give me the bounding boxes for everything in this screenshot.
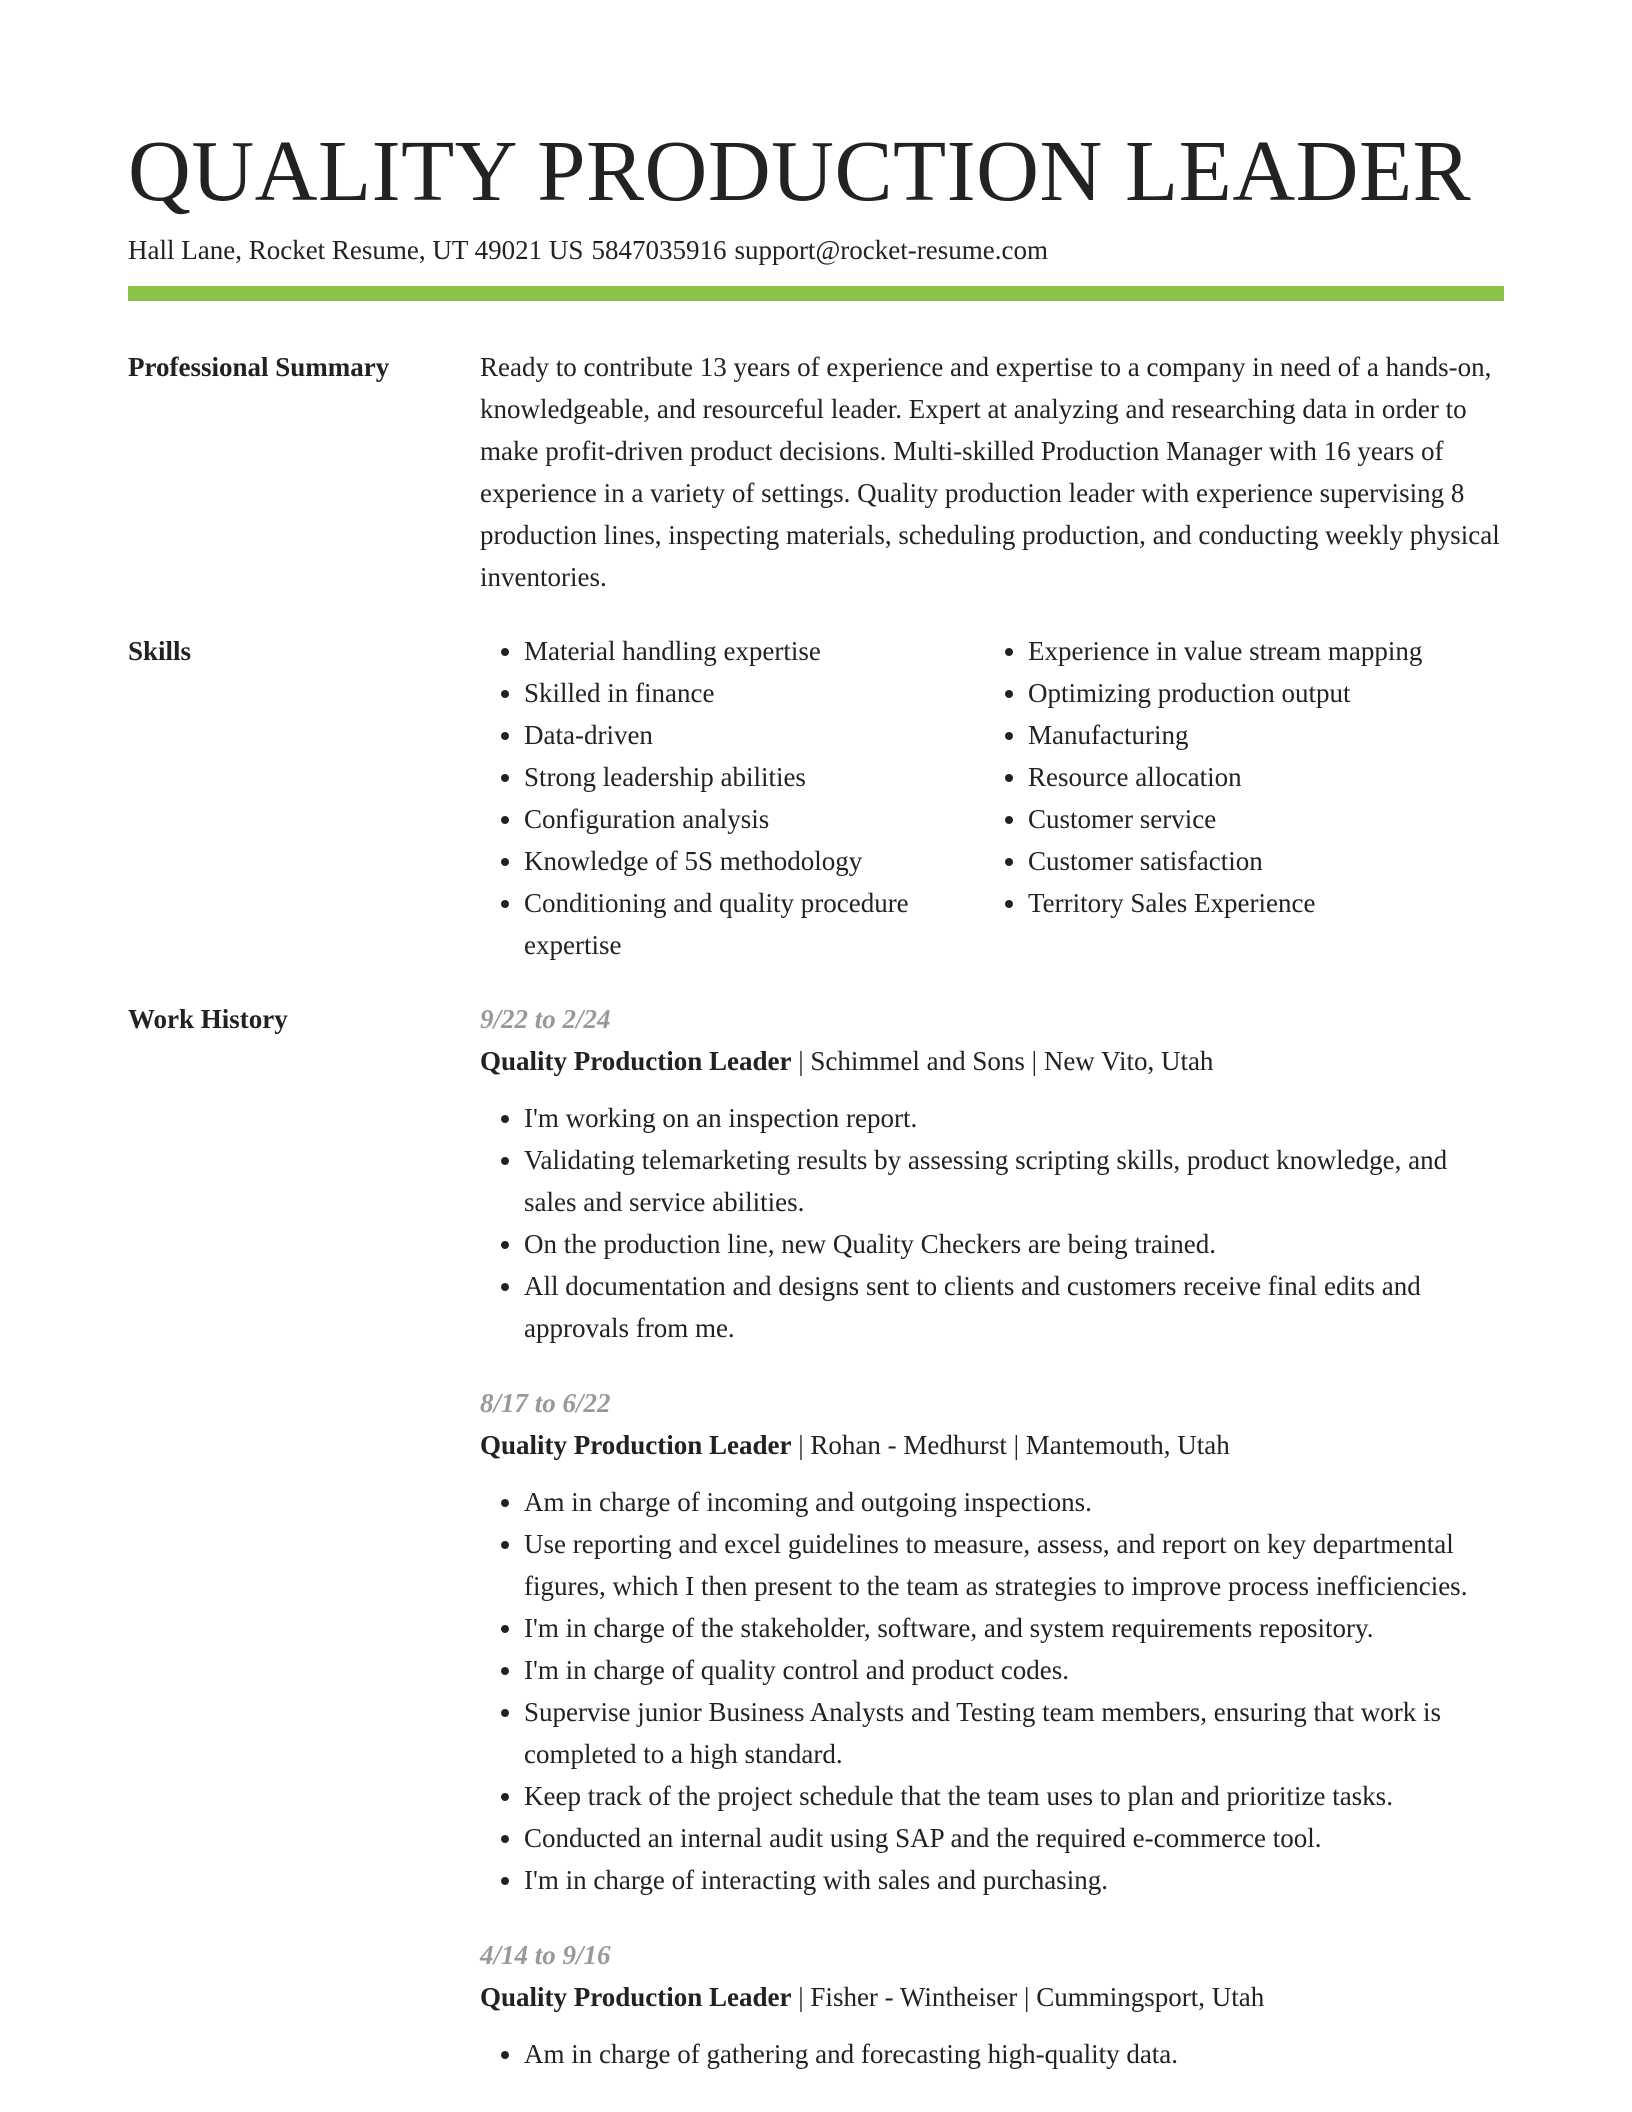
job-duty: • Validating telemarketing results by assessing scripting skills, product knowledge, and sales and service abilities. <box>524 1139 1504 1223</box>
job-duty: • I'm in charge of the stakeholder, software, and system requirements repository. <box>524 1607 1504 1649</box>
skill-item: • Configuration analysis <box>524 798 984 840</box>
job-employer-location: | Rohan - Medhurst | Mantemouth, Utah <box>791 1430 1230 1460</box>
job-dates: 8/17 to 6/22 <box>480 1388 611 1418</box>
job-title-line <box>480 1040 1504 1082</box>
job-duties-list <box>480 1481 1504 1901</box>
skill-item: • Strong leadership abilities <box>524 756 984 798</box>
job-entry <box>480 998 1504 1349</box>
job-dates: 9/22 to 2/24 <box>480 1004 611 1034</box>
job-title: Quality Production Leader <box>480 1982 792 2012</box>
job-employer-location: | Fisher - Wintheiser | Cummingsport, Utah <box>791 1982 1265 2012</box>
job-duty: • I'm working on an inspection report. <box>524 1097 1504 1139</box>
job-duty: • I'm in charge of interacting with sales and purchasing. <box>524 1859 1504 1901</box>
job-title: Quality Production Leader <box>480 1430 792 1460</box>
skill-item: • Knowledge of 5S methodology <box>524 840 984 882</box>
contact-phone: 5847035916 <box>591 235 727 265</box>
job-duties-list <box>480 1097 1504 1349</box>
work-history-heading: Work History <box>128 1004 288 1034</box>
contact-address: Hall Lane, Rocket Resume, UT 49021 US <box>128 235 584 265</box>
skill-item: • Material handling expertise <box>524 630 984 672</box>
job-entry <box>480 1934 1504 2075</box>
skill-item: • Resource allocation <box>1028 756 1488 798</box>
job-entry <box>480 1382 1504 1901</box>
skills-heading: Skills <box>128 636 192 666</box>
skill-item: • Data-driven <box>524 714 984 756</box>
job-title-line <box>480 1976 1504 2018</box>
skill-item: • Territory Sales Experience <box>1028 882 1488 924</box>
job-duties-list <box>480 2033 1504 2075</box>
job-duty: • Supervise junior Business Analysts and Testing team members, ensuring that work is completed to a high standard. <box>524 1691 1504 1775</box>
skills-body <box>480 630 1504 966</box>
skill-item: • Experience in value stream mapping <box>1028 630 1488 672</box>
job-title-line <box>480 1424 1504 1466</box>
job-duty: • On the production line, new Quality Checkers are being trained. <box>524 1223 1504 1265</box>
skill-item: • Conditioning and quality procedure expertise <box>524 882 984 966</box>
skill-item: • Skilled in finance <box>524 672 984 714</box>
job-duty: • Am in charge of gathering and forecasting high-quality data. <box>524 2033 1504 2075</box>
skill-item: • Customer satisfaction <box>1028 840 1488 882</box>
summary-heading: Professional Summary <box>128 352 390 382</box>
skills-list-left <box>480 630 984 966</box>
job-title: Quality Production Leader <box>480 1046 792 1076</box>
contact-email[interactable]: support@rocket-resume.com <box>734 235 1048 265</box>
header-divider <box>128 286 1504 301</box>
summary-body <box>480 346 1504 598</box>
job-duty: • All documentation and designs sent to clients and customers receive final edits and approvals from me. <box>524 1265 1504 1349</box>
work-history-body <box>480 998 1504 2108</box>
contact-line <box>128 232 1048 268</box>
job-dates: 4/14 to 9/16 <box>480 1940 611 1970</box>
job-employer-location: | Schimmel and Sons | New Vito, Utah <box>791 1046 1214 1076</box>
job-duty: • I'm in charge of quality control and product codes. <box>524 1649 1504 1691</box>
resume-name: QUALITY PRODUCTION LEADER <box>128 122 1472 219</box>
job-duty: • Use reporting and excel guidelines to measure, assess, and report on key departmental figures, which I then present to the team as strategies to improve process inefficiencies. <box>524 1523 1504 1607</box>
skill-item: • Manufacturing <box>1028 714 1488 756</box>
job-duty: • Keep track of the project schedule that the team uses to plan and prioritize tasks. <box>524 1775 1504 1817</box>
skill-item: • Optimizing production output <box>1028 672 1488 714</box>
summary-text: Ready to contribute 13 years of experience and expertise to a company in need of a hands-on, knowledgeable, and resourceful leader. Expert at analyzing and researching data in order to make profit-driven product decisions. Multi-skilled Production Manager with 16 years of experience in a variety of settings. Quality production leader with experience supervising 8 production lines, inspecting materials, scheduling production, and conducting weekly physical inventories. <box>480 352 1500 592</box>
skill-item: • Customer service <box>1028 798 1488 840</box>
job-duty: • Conducted an internal audit using SAP and the required e-commerce tool. <box>524 1817 1504 1859</box>
skills-list-right <box>984 630 1488 966</box>
job-duty: • Am in charge of incoming and outgoing inspections. <box>524 1481 1504 1523</box>
